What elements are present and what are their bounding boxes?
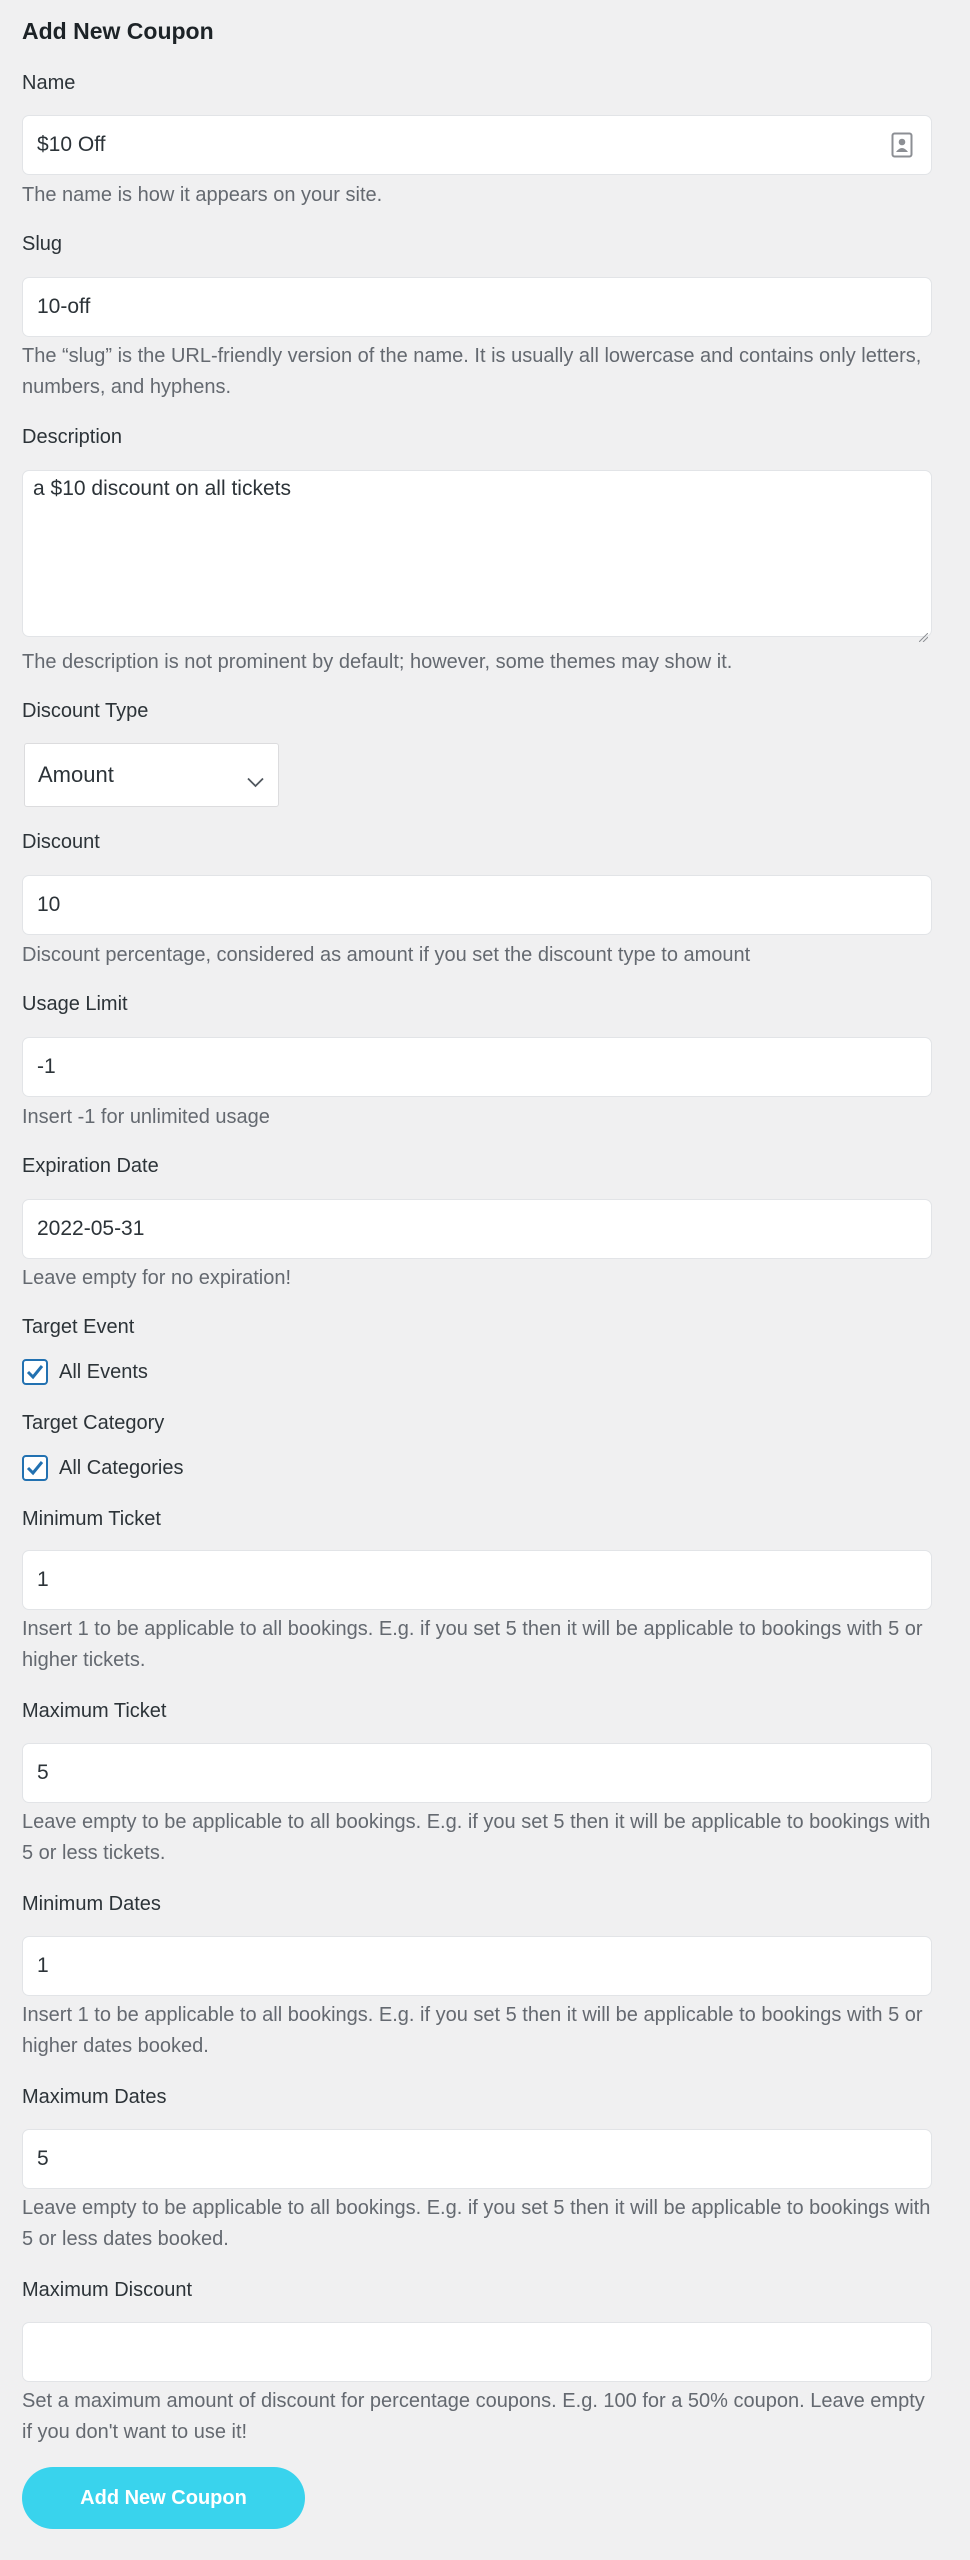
- minimum-ticket-field[interactable]: [22, 1550, 932, 1610]
- maximum-dates-value: 5: [37, 2147, 49, 2170]
- checkmark-icon: [26, 1364, 44, 1380]
- discount-label: Discount: [22, 831, 100, 853]
- usage-limit-field[interactable]: [22, 1037, 932, 1097]
- all-events-option[interactable]: [22, 1359, 148, 1385]
- maximum-ticket-field[interactable]: [22, 1743, 932, 1803]
- maximum-ticket-help: Leave empty to be applicable to all bookings. E.g. if you set 5 then it will be applicable to bookings with 5 or less tickets.: [22, 1811, 931, 1864]
- minimum-dates-label: Minimum Dates: [22, 1893, 161, 1915]
- minimum-ticket-help: Insert 1 to be applicable to all bookings. E.g. if you set 5 then it will be applicable to bookings with 5 or higher tickets.: [22, 1618, 923, 1671]
- slug-label: Slug: [22, 233, 63, 255]
- add-new-coupon-button[interactable]: Add New Coupon: [22, 2467, 305, 2529]
- slug-field[interactable]: [22, 277, 932, 337]
- page-title: Add New Coupon: [22, 18, 214, 44]
- slug-help: The “slug” is the URL-friendly version of the name. It is usually all lowercase and contains only letters, numbers, and hyphens.: [22, 345, 922, 398]
- expiration-date-value: 2022-05-31: [37, 1217, 145, 1240]
- usage-limit-label: Usage Limit: [22, 993, 128, 1015]
- description-help: The description is not prominent by default; however, some themes may show it.: [22, 651, 733, 673]
- discount-type-label: Discount Type: [22, 700, 149, 722]
- expiration-date-field[interactable]: [22, 1199, 932, 1259]
- maximum-dates-field[interactable]: [22, 2129, 932, 2189]
- checkmark-icon: [26, 1460, 44, 1476]
- chevron-down-icon: [247, 768, 264, 794]
- all-events-label: All Events: [59, 1360, 148, 1383]
- name-field[interactable]: [22, 115, 932, 175]
- expiration-date-help: Leave empty for no expiration!: [22, 1267, 292, 1289]
- target-event-label: Target Event: [22, 1316, 135, 1338]
- contact-card-icon[interactable]: [891, 132, 913, 164]
- name-help: The name is how it appears on your site.: [22, 184, 383, 206]
- maximum-dates-label: Maximum Dates: [22, 2086, 167, 2108]
- all-categories-label: All Categories: [59, 1456, 184, 1479]
- resize-grip-icon[interactable]: [919, 624, 928, 633]
- target-category-label: Target Category: [22, 1412, 165, 1434]
- name-value: $10 Off: [37, 133, 106, 156]
- minimum-ticket-label: Minimum Ticket: [22, 1508, 161, 1530]
- discount-help: Discount percentage, considered as amount if you set the discount type to amount: [22, 944, 751, 966]
- minimum-dates-help: Insert 1 to be applicable to all bookings. E.g. if you set 5 then it will be applicable to bookings with 5 or higher dates booked.: [22, 2004, 923, 2057]
- description-label: Description: [22, 426, 123, 448]
- maximum-ticket-value: 5: [37, 1761, 49, 1784]
- discount-field[interactable]: [22, 875, 932, 935]
- maximum-discount-label: Maximum Discount: [22, 2279, 193, 2301]
- maximum-discount-field[interactable]: [22, 2322, 932, 2382]
- description-value: a $10 discount on all tickets: [33, 477, 291, 500]
- slug-value: 10-off: [37, 295, 91, 318]
- usage-limit-value: -1: [37, 1055, 56, 1078]
- all-events-checkbox[interactable]: [22, 1359, 48, 1385]
- minimum-dates-value: 1: [37, 1954, 49, 1977]
- minimum-ticket-value: 1: [37, 1568, 49, 1591]
- maximum-discount-help: Set a maximum amount of discount for percentage coupons. E.g. 100 for a 50% coupon. Leave empty if you don't want to use it!: [22, 2390, 925, 2443]
- expiration-date-label: Expiration Date: [22, 1155, 159, 1177]
- minimum-dates-field[interactable]: [22, 1936, 932, 1996]
- all-categories-checkbox[interactable]: [22, 1455, 48, 1481]
- discount-type-select[interactable]: [24, 743, 279, 807]
- maximum-ticket-label: Maximum Ticket: [22, 1700, 167, 1722]
- name-label: Name: [22, 72, 76, 94]
- all-categories-option[interactable]: [22, 1455, 184, 1481]
- maximum-dates-help: Leave empty to be applicable to all bookings. E.g. if you set 5 then it will be applicable to bookings with 5 or less dates booked.: [22, 2197, 931, 2250]
- description-textarea[interactable]: [22, 470, 932, 637]
- discount-type-selected: Amount: [38, 762, 114, 787]
- discount-value: 10: [37, 893, 61, 916]
- usage-limit-help: Insert -1 for unlimited usage: [22, 1106, 270, 1128]
